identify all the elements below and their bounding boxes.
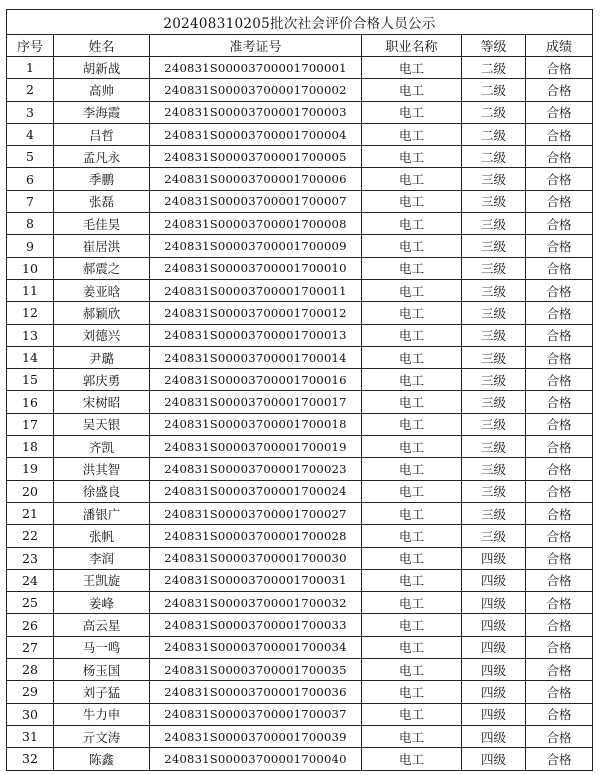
header-row	[7, 35, 593, 57]
cell-name: 马一鸣	[54, 636, 150, 658]
cell-result: 合格	[526, 614, 593, 636]
cell-name: 张帆	[54, 525, 150, 547]
cell-seq: 10	[7, 257, 54, 279]
cell-occupation: 电工	[362, 703, 462, 725]
cell-level: 四级	[462, 592, 526, 614]
cell-name: 吕哲	[54, 123, 150, 145]
cell-level: 三级	[462, 413, 526, 435]
header-level: 等级	[462, 35, 526, 57]
cell-name: 杨玉国	[54, 659, 150, 681]
cell-name: 崔居洪	[54, 235, 150, 257]
cell-result: 合格	[526, 235, 593, 257]
cell-level: 四级	[462, 659, 526, 681]
cell-result: 合格	[526, 213, 593, 235]
cell-name: 姜亚晗	[54, 279, 150, 301]
cell-exam-id: 240831S00003700001700033	[150, 614, 362, 636]
cell-occupation: 电工	[362, 480, 462, 502]
table-row	[7, 213, 593, 235]
cell-level: 二级	[462, 123, 526, 145]
cell-exam-id: 240831S00003700001700013	[150, 324, 362, 346]
cell-occupation: 电工	[362, 79, 462, 101]
table-row	[7, 123, 593, 145]
cell-name: 张磊	[54, 190, 150, 212]
cell-exam-id: 240831S00003700001700039	[150, 725, 362, 747]
cell-name: 高帅	[54, 79, 150, 101]
cell-level: 四级	[462, 614, 526, 636]
cell-name: 姜峰	[54, 592, 150, 614]
cell-seq: 23	[7, 547, 54, 569]
cell-exam-id: 240831S00003700001700002	[150, 79, 362, 101]
cell-result: 合格	[526, 168, 593, 190]
cell-exam-id: 240831S00003700001700032	[150, 592, 362, 614]
cell-exam-id: 240831S00003700001700019	[150, 436, 362, 458]
cell-occupation: 电工	[362, 168, 462, 190]
header-occupation: 职业名称	[362, 35, 462, 57]
cell-result: 合格	[526, 502, 593, 524]
cell-exam-id: 240831S00003700001700027	[150, 502, 362, 524]
cell-exam-id: 240831S00003700001700035	[150, 659, 362, 681]
cell-exam-id: 240831S00003700001700024	[150, 480, 362, 502]
cell-seq: 26	[7, 614, 54, 636]
cell-seq: 27	[7, 636, 54, 658]
header-seq: 序号	[7, 35, 54, 57]
header-exam-id: 准考证号	[150, 35, 362, 57]
cell-exam-id: 240831S00003700001700003	[150, 101, 362, 123]
cell-result: 合格	[526, 748, 593, 770]
cell-exam-id: 240831S00003700001700036	[150, 681, 362, 703]
cell-seq: 29	[7, 681, 54, 703]
cell-occupation: 电工	[362, 413, 462, 435]
cell-level: 三级	[462, 369, 526, 391]
cell-level: 四级	[462, 725, 526, 747]
table-row	[7, 190, 593, 212]
table-title: 202408310205批次社会评价合格人员公示	[7, 10, 593, 35]
table-row	[7, 168, 593, 190]
cell-name: 郭庆勇	[54, 369, 150, 391]
results-sheet	[6, 9, 592, 771]
cell-seq: 5	[7, 146, 54, 168]
cell-name: 刘德兴	[54, 324, 150, 346]
table-row	[7, 480, 593, 502]
cell-seq: 16	[7, 391, 54, 413]
cell-name: 高云星	[54, 614, 150, 636]
cell-occupation: 电工	[362, 725, 462, 747]
results-table	[6, 9, 593, 771]
cell-seq: 11	[7, 279, 54, 301]
table-row	[7, 346, 593, 368]
cell-exam-id: 240831S00003700001700004	[150, 123, 362, 145]
cell-occupation: 电工	[362, 525, 462, 547]
cell-level: 三级	[462, 213, 526, 235]
cell-name: 亓文涛	[54, 725, 150, 747]
cell-name: 洪其智	[54, 458, 150, 480]
cell-occupation: 电工	[362, 458, 462, 480]
cell-level: 三级	[462, 302, 526, 324]
cell-name: 孟凡永	[54, 146, 150, 168]
cell-seq: 22	[7, 525, 54, 547]
cell-occupation: 电工	[362, 346, 462, 368]
cell-name: 毛佳昊	[54, 213, 150, 235]
cell-seq: 32	[7, 748, 54, 770]
cell-result: 合格	[526, 569, 593, 591]
cell-result: 合格	[526, 57, 593, 79]
cell-exam-id: 240831S00003700001700037	[150, 703, 362, 725]
table-row	[7, 636, 593, 658]
cell-occupation: 电工	[362, 369, 462, 391]
cell-level: 四级	[462, 569, 526, 591]
cell-level: 三级	[462, 190, 526, 212]
cell-result: 合格	[526, 725, 593, 747]
cell-result: 合格	[526, 458, 593, 480]
cell-exam-id: 240831S00003700001700014	[150, 346, 362, 368]
cell-result: 合格	[526, 79, 593, 101]
cell-occupation: 电工	[362, 636, 462, 658]
cell-seq: 25	[7, 592, 54, 614]
cell-exam-id: 240831S00003700001700023	[150, 458, 362, 480]
table-row	[7, 101, 593, 123]
cell-seq: 20	[7, 480, 54, 502]
cell-result: 合格	[526, 480, 593, 502]
table-row	[7, 592, 593, 614]
cell-occupation: 电工	[362, 436, 462, 458]
table-row	[7, 369, 593, 391]
cell-exam-id: 240831S00003700001700031	[150, 569, 362, 591]
cell-name: 徐盛良	[54, 480, 150, 502]
cell-result: 合格	[526, 636, 593, 658]
cell-level: 三级	[462, 168, 526, 190]
cell-level: 二级	[462, 146, 526, 168]
table-row	[7, 79, 593, 101]
table-row	[7, 413, 593, 435]
cell-seq: 14	[7, 346, 54, 368]
cell-seq: 15	[7, 369, 54, 391]
cell-occupation: 电工	[362, 279, 462, 301]
cell-name: 胡新战	[54, 57, 150, 79]
cell-level: 四级	[462, 681, 526, 703]
cell-result: 合格	[526, 391, 593, 413]
cell-level: 三级	[462, 480, 526, 502]
table-row	[7, 458, 593, 480]
cell-occupation: 电工	[362, 123, 462, 145]
cell-exam-id: 240831S00003700001700030	[150, 547, 362, 569]
cell-seq: 17	[7, 413, 54, 435]
table-row	[7, 525, 593, 547]
cell-level: 三级	[462, 257, 526, 279]
cell-occupation: 电工	[362, 681, 462, 703]
cell-seq: 8	[7, 213, 54, 235]
cell-level: 四级	[462, 748, 526, 770]
cell-level: 二级	[462, 101, 526, 123]
cell-result: 合格	[526, 302, 593, 324]
cell-result: 合格	[526, 703, 593, 725]
cell-result: 合格	[526, 413, 593, 435]
cell-exam-id: 240831S00003700001700008	[150, 213, 362, 235]
cell-result: 合格	[526, 681, 593, 703]
cell-seq: 7	[7, 190, 54, 212]
cell-result: 合格	[526, 346, 593, 368]
cell-level: 三级	[462, 391, 526, 413]
cell-exam-id: 240831S00003700001700011	[150, 279, 362, 301]
cell-occupation: 电工	[362, 213, 462, 235]
cell-occupation: 电工	[362, 569, 462, 591]
cell-seq: 1	[7, 57, 54, 79]
cell-result: 合格	[526, 369, 593, 391]
cell-exam-id: 240831S00003700001700028	[150, 525, 362, 547]
cell-level: 三级	[462, 346, 526, 368]
cell-seq: 28	[7, 659, 54, 681]
title-row	[7, 10, 593, 35]
cell-name: 刘子猛	[54, 681, 150, 703]
cell-result: 合格	[526, 279, 593, 301]
cell-occupation: 电工	[362, 748, 462, 770]
cell-result: 合格	[526, 190, 593, 212]
cell-seq: 9	[7, 235, 54, 257]
cell-level: 二级	[462, 79, 526, 101]
table-row	[7, 324, 593, 346]
cell-seq: 19	[7, 458, 54, 480]
header-name: 姓名	[54, 35, 150, 57]
cell-result: 合格	[526, 659, 593, 681]
cell-name: 季鹏	[54, 168, 150, 190]
table-row	[7, 57, 593, 79]
cell-occupation: 电工	[362, 146, 462, 168]
cell-exam-id: 240831S00003700001700009	[150, 235, 362, 257]
cell-occupation: 电工	[362, 391, 462, 413]
cell-seq: 30	[7, 703, 54, 725]
table-row	[7, 681, 593, 703]
cell-occupation: 电工	[362, 235, 462, 257]
cell-level: 三级	[462, 502, 526, 524]
cell-exam-id: 240831S00003700001700016	[150, 369, 362, 391]
cell-exam-id: 240831S00003700001700005	[150, 146, 362, 168]
cell-name: 潘银广	[54, 502, 150, 524]
table-row	[7, 436, 593, 458]
table-row	[7, 302, 593, 324]
cell-seq: 3	[7, 101, 54, 123]
cell-result: 合格	[526, 525, 593, 547]
table-row	[7, 703, 593, 725]
cell-name: 尹璐	[54, 346, 150, 368]
table-row	[7, 569, 593, 591]
cell-seq: 24	[7, 569, 54, 591]
cell-level: 三级	[462, 458, 526, 480]
cell-seq: 12	[7, 302, 54, 324]
cell-result: 合格	[526, 547, 593, 569]
cell-result: 合格	[526, 592, 593, 614]
cell-seq: 4	[7, 123, 54, 145]
cell-name: 吴天银	[54, 413, 150, 435]
cell-exam-id: 240831S00003700001700040	[150, 748, 362, 770]
cell-occupation: 电工	[362, 101, 462, 123]
cell-name: 李润	[54, 547, 150, 569]
table-row	[7, 391, 593, 413]
cell-level: 四级	[462, 636, 526, 658]
table-row	[7, 614, 593, 636]
cell-result: 合格	[526, 146, 593, 168]
cell-occupation: 电工	[362, 257, 462, 279]
table-row	[7, 279, 593, 301]
table-row	[7, 659, 593, 681]
table-row	[7, 502, 593, 524]
cell-name: 宋树昭	[54, 391, 150, 413]
cell-result: 合格	[526, 324, 593, 346]
table-row	[7, 547, 593, 569]
cell-level: 三级	[462, 324, 526, 346]
cell-result: 合格	[526, 123, 593, 145]
cell-occupation: 电工	[362, 302, 462, 324]
cell-level: 三级	[462, 279, 526, 301]
cell-level: 三级	[462, 436, 526, 458]
table-row	[7, 725, 593, 747]
cell-occupation: 电工	[362, 547, 462, 569]
cell-result: 合格	[526, 101, 593, 123]
cell-name: 牛力申	[54, 703, 150, 725]
cell-exam-id: 240831S00003700001700001	[150, 57, 362, 79]
table-body	[7, 57, 593, 771]
table-row	[7, 235, 593, 257]
cell-name: 王凯旋	[54, 569, 150, 591]
cell-level: 三级	[462, 525, 526, 547]
cell-seq: 6	[7, 168, 54, 190]
cell-result: 合格	[526, 257, 593, 279]
cell-seq: 13	[7, 324, 54, 346]
cell-exam-id: 240831S00003700001700018	[150, 413, 362, 435]
table-row	[7, 257, 593, 279]
cell-result: 合格	[526, 436, 593, 458]
cell-exam-id: 240831S00003700001700007	[150, 190, 362, 212]
cell-name: 郝颖欣	[54, 302, 150, 324]
cell-seq: 31	[7, 725, 54, 747]
cell-seq: 21	[7, 502, 54, 524]
cell-occupation: 电工	[362, 659, 462, 681]
cell-name: 李海霞	[54, 101, 150, 123]
cell-seq: 2	[7, 79, 54, 101]
header-result: 成绩	[526, 35, 593, 57]
cell-occupation: 电工	[362, 57, 462, 79]
cell-exam-id: 240831S00003700001700006	[150, 168, 362, 190]
cell-exam-id: 240831S00003700001700034	[150, 636, 362, 658]
table-row	[7, 748, 593, 770]
cell-level: 三级	[462, 235, 526, 257]
cell-seq: 18	[7, 436, 54, 458]
cell-occupation: 电工	[362, 324, 462, 346]
cell-exam-id: 240831S00003700001700012	[150, 302, 362, 324]
cell-name: 郝震之	[54, 257, 150, 279]
table-row	[7, 146, 593, 168]
cell-occupation: 电工	[362, 190, 462, 212]
cell-occupation: 电工	[362, 502, 462, 524]
cell-occupation: 电工	[362, 592, 462, 614]
cell-occupation: 电工	[362, 614, 462, 636]
cell-name: 齐凯	[54, 436, 150, 458]
cell-exam-id: 240831S00003700001700010	[150, 257, 362, 279]
cell-level: 四级	[462, 547, 526, 569]
cell-exam-id: 240831S00003700001700017	[150, 391, 362, 413]
cell-level: 二级	[462, 57, 526, 79]
cell-name: 陈鑫	[54, 748, 150, 770]
cell-level: 四级	[462, 703, 526, 725]
